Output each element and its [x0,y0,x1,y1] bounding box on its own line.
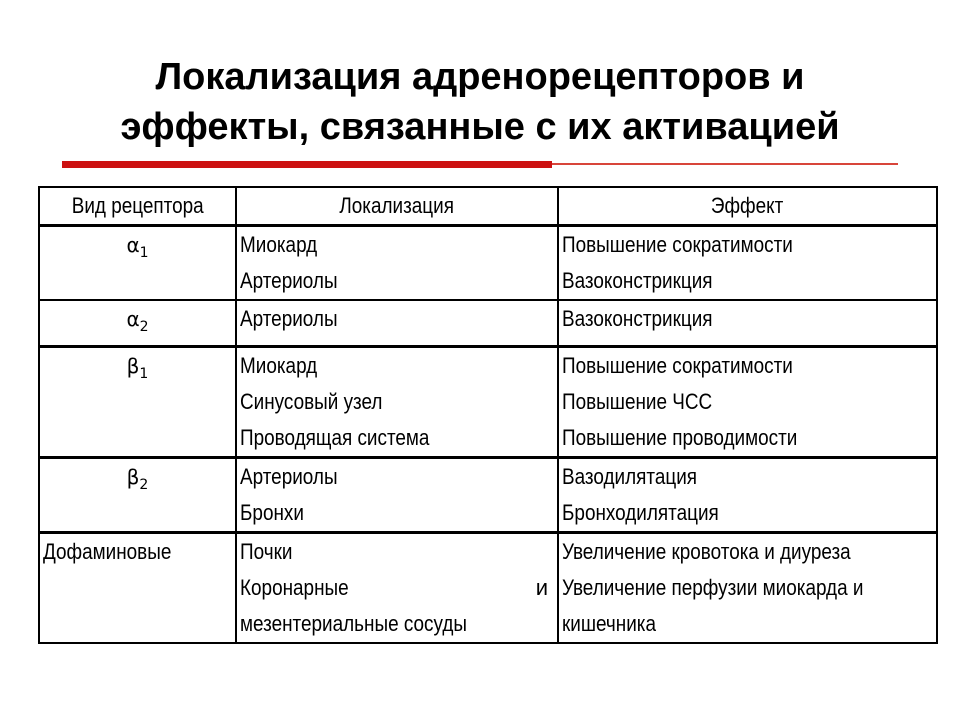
justified-line: Коронарные и [240,575,548,600]
title-underline-thick [62,161,552,168]
effect-cell: Вазодилятация Бронходилятация [558,458,937,533]
slide-title [0,52,960,152]
localization-cell: Миокард Артериолы [236,226,558,301]
effect-cell: Вазоконстрикция [558,300,937,347]
table-header-row [39,187,937,226]
localization-cell: Миокард Синусовый узел Проводящая система [236,347,558,458]
receptor-beta2: $\beta_2$ [39,458,236,533]
receptor-alpha2: $\alpha_2$ [39,300,236,347]
header-effect: Эффект [558,187,937,226]
effect-cell: Увеличение кровотока и диуреза Увеличение перфузии миокарда и кишечника [558,533,937,644]
header-localization: Локализация [236,187,558,226]
table-row [39,347,937,458]
localization-cell: Артериолы [236,300,558,347]
receptor-alpha1: $\alpha_1$ [39,226,236,301]
localization-cell: Артериолы Бронхи [236,458,558,533]
table-row [39,226,937,301]
table-row [39,458,937,533]
table-row [39,533,937,644]
localization-cell: Почки Коронарные и мезентериальные сосуды [236,533,558,644]
effect-cell: Повышение сократимости Вазоконстрикция [558,226,937,301]
receptor-table [38,186,938,644]
receptor-dopamine: Дофаминовые [39,533,236,644]
slide-title-line-2: эффекты, связанные с их активацией [120,106,840,148]
effect-cell: Повышение сократимости Повышение ЧСС Повышение проводимости [558,347,937,458]
header-receptor-type: Вид рецептора [39,187,236,226]
slide-title-line-1: Локализация адренорецепторов и [155,56,805,98]
table-row [39,300,937,347]
receptor-beta1: $\beta_1$ [39,347,236,458]
